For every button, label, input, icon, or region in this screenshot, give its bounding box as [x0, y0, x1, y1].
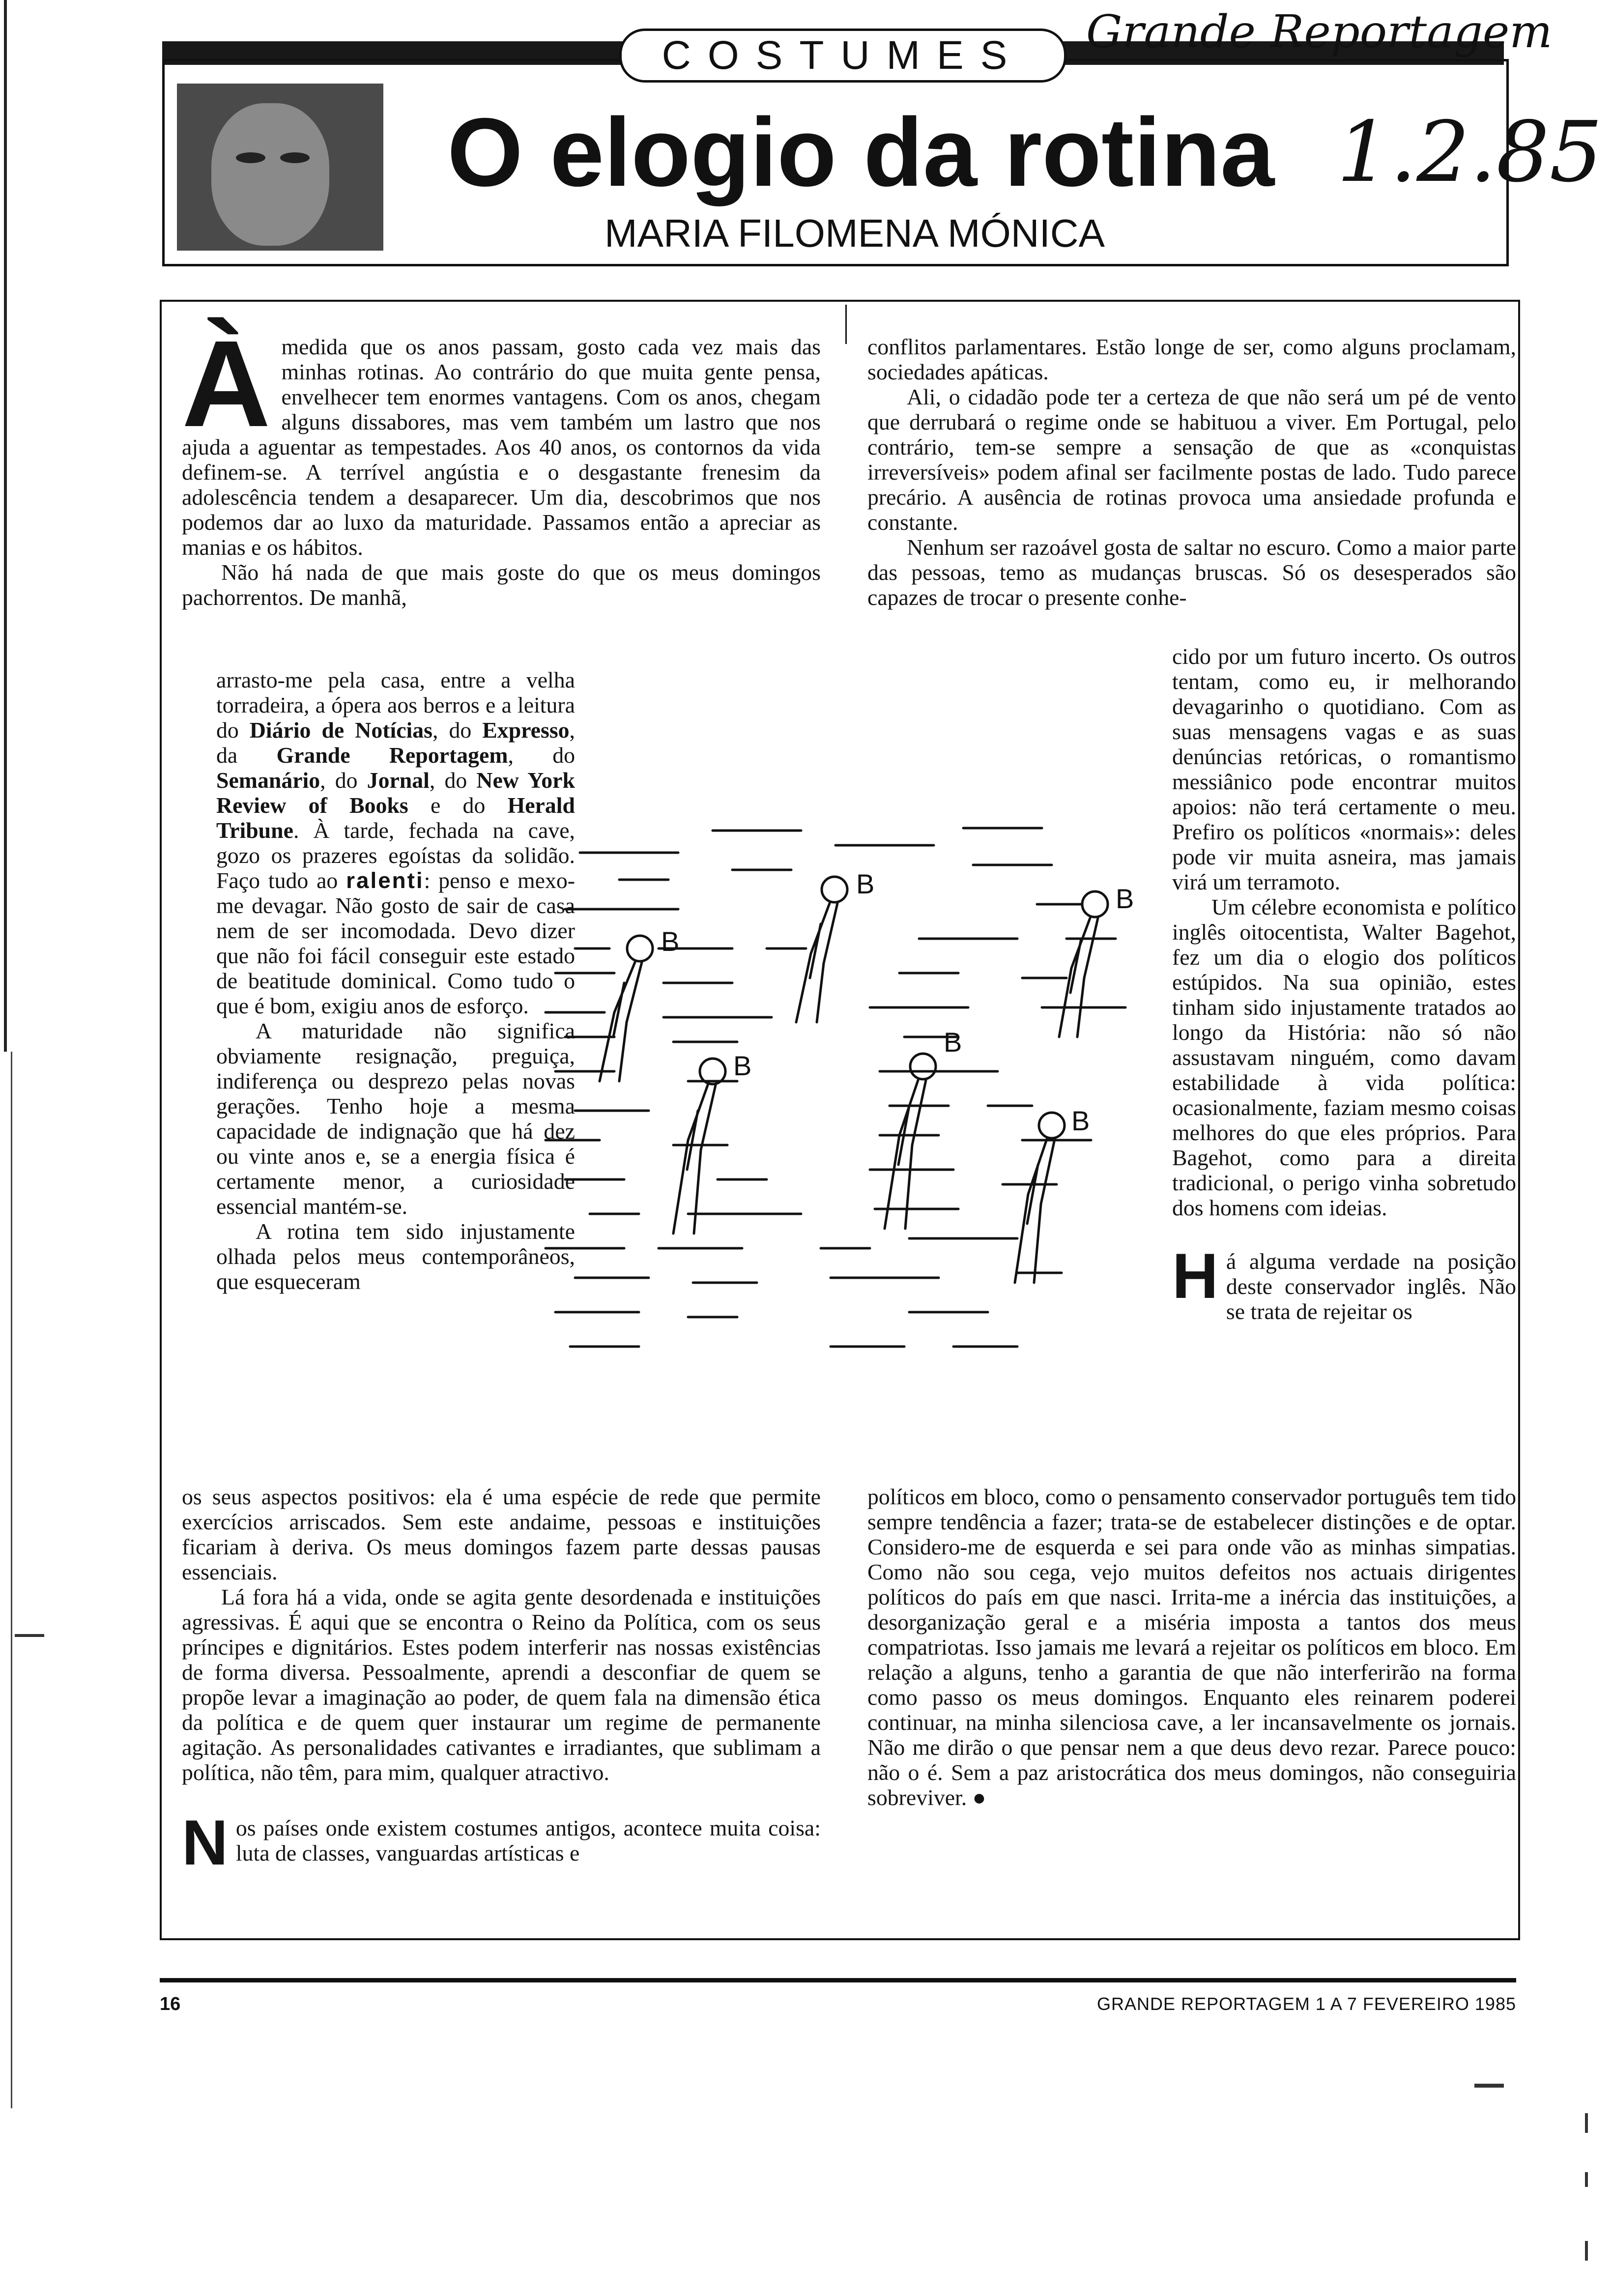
text-fragment: , do: [432, 718, 483, 743]
left-column-intro: [182, 315, 821, 610]
paragraph-6: os países onde existem costumes antigos, acontece muita coisa: luta de classes, vanguardas artísticas e: [235, 1815, 821, 1866]
section-label: COSTUMES: [619, 29, 1066, 83]
paragraph-1: medida que os anos passam, gosto cada vez mais das minhas rotinas. Ao contrário do que muita gente pensa, envelhecer tem enormes vantagens. Com os anos, chegam alguns dissabores, mas vem também um lastro que nos ajuda a aguentar as tempestades. Aos 40 anos, os contornos da vida definem-se. A terrível angústia e o desgastante frenesim da adolescência tendem a desaparecer. Um dia, descobrimos que nos podemos dar ao luxo da maturidade. Passamos então a apreciar as manias e os hábitos.: [182, 334, 821, 560]
scan-mark: [1585, 2241, 1588, 2261]
handwritten-note: Grande Reportagem: [1086, 5, 1553, 58]
right-column-narrow: [1172, 644, 1516, 1324]
publication-name: Semanário: [216, 768, 320, 793]
publication-name: Grande Reportagem: [276, 743, 508, 768]
scan-mark: [1585, 2172, 1588, 2187]
paragraph-4-cont: os seus aspectos positivos: ela é uma espécie de rede que permite exercícios arriscados. Sem este andaime, pessoas e instituições ficariam à deriva. Os meus domingos fazem parte dessas pausas essenciais.: [182, 1484, 821, 1584]
speech-letter: B: [944, 1027, 962, 1058]
author-eye: [280, 152, 310, 163]
article-title: O elogio da rotina: [447, 98, 1275, 206]
author-face: [211, 103, 329, 246]
author-byline: MARIA FILOMENA MÓNICA: [604, 211, 1105, 255]
walking-figures-illustration: [526, 806, 1204, 1371]
publication-name: Herald Tribune: [216, 793, 575, 843]
left-binding-rule: [4, 0, 7, 1052]
dropcap-a: À: [182, 315, 271, 452]
paragraph-3: A maturidade não significa obviamente resignação, preguiça, indiferença ou desprezo pelas novas gerações. Tenho hoje a mesma capacidade de indignação que há dez ou vinte anos e, se a energia física é certamente menor, a curiosidade essencial mantém-se.: [216, 1018, 575, 1219]
paragraph-2-start: Não há nada de que mais goste do que os meus domingos pachorrentos. De manhã,: [182, 560, 821, 610]
ralenti-term: ralenti: [346, 868, 424, 893]
handwritten-date: 1.2.85: [1337, 104, 1603, 201]
speech-letter: B: [856, 868, 875, 899]
dash-lines: [546, 828, 1125, 1347]
paragraph-8: Ali, o cidadão pode ter a certeza de que não será um pé de vento que derrubará o regime onde se habituou a viver. Em Portugal, pelo contrário, tem-se sempre a sensação de que as «conquistas irreversíveis» podem afinal ser facilmente postas de lado. Tudo parece precário. A ausência de rotinas provoca uma ansiedade profunda e constante.: [867, 384, 1516, 535]
text-fragment: , do: [320, 768, 367, 793]
paragraph-9-cont: cido por um futuro incerto. Os outros tentam, como eu, ir melhorando devagarinho o quotidiano. Com as suas mensagens vagas e as suas denúncias retóricas, o romantismo messiânico pode encontrar muitos apoios: não terá certamente o meu. Prefiro os políticos «normais»: deles pode vir muita asneira, mas jamais virá um terramoto.: [1172, 644, 1516, 894]
text-fragment: e do: [408, 793, 508, 818]
footer-credit: GRANDE REPORTAGEM 1 A 7 FEVEREIRO 1985: [1097, 1994, 1516, 2014]
speech-letters: [661, 868, 1134, 1136]
text-fragment: , do: [429, 768, 477, 793]
publication-name: New York Review of Books: [216, 768, 575, 818]
scan-mark: [1585, 2113, 1588, 2133]
text-fragment: , da: [216, 718, 575, 768]
speech-letter: B: [733, 1050, 752, 1081]
paragraph-11-start: á alguma verdade na posição deste conservador inglês. Não se trata de rejeitar os: [1226, 1249, 1516, 1324]
text-fragment: : penso e mexo-me devagar. Não gosto de sair de casa nem de ser incomodada. Devo dizer que não foi fácil conseguir este estado de beatitude dominical. Como tudo o que é bom, exigiu anos de esforço.: [216, 868, 575, 1018]
left-column-lower: [182, 1484, 821, 1878]
author-photo: [177, 84, 383, 251]
scan-mark: [15, 1634, 44, 1637]
text-fragment: . À tarde, fechada na cave, gozo os prazeres egoístas da solidão. Faço tudo ao: [216, 818, 575, 893]
end-mark: ●: [972, 1785, 986, 1810]
paragraph-11-cont: políticos em bloco, como o pensamento conservador português tem tido sempre tendência a fazer; trata-se de estabelecer distinções e de optar. Considero-me de esquerda e sei para onde vão as minhas simpatias. Como não sou cega, vejo muitos defeitos nos actuais dirigentes políticos do país em que nasci. Irrita-me a inércia das instituições, a desorganização geral e a miséria imposta a tantos dos meus compatriotas. Isso jamais me levará a rejeitar os políticos em bloco. Em relação a alguns, tenho a garantia de que não interferirão na forma como passo os meus domingos. Enquanto eles reinarem poderei continuar, na minha silenciosa cave, a ler incansavelmente os jornais. Não me dirão o que pensar nem a que deus devo rezar. Parece pouco: não o é. Sem a paz aristocrática dos meus domingos, não conseguiria sobreviver.: [867, 1484, 1516, 1810]
paragraph-4-start: A rotina tem sido injustamente olhada pelos meus contemporâneos, que esqueceram: [216, 1219, 575, 1294]
dropcap-h: H: [1172, 1240, 1218, 1312]
speech-letter: B: [1116, 883, 1134, 914]
text-fragment: , do: [508, 743, 575, 768]
paragraph-2-cont: arrasto-me pela casa, entre a velha torradeira, a ópera aos berros e a leitura do: [216, 667, 575, 743]
paragraph-9-start: Nenhum ser razoável gosta de saltar no escuro. Como a maior parte das pessoas, temo as mudanças bruscas. Só os desesperados são capazes de trocar o presente conhe-: [867, 535, 1516, 610]
paragraph-7: conflitos parlamentares. Estão longe de ser, como alguns proclamam, sociedades apáticas.: [867, 334, 1516, 384]
right-column-lower: [867, 1484, 1516, 1810]
column-divider: [845, 305, 847, 344]
footer-rule: [160, 1978, 1516, 1982]
left-column-narrow: [216, 667, 575, 1294]
page-number: 16: [160, 1994, 181, 2014]
paragraph-5: Lá fora há a vida, onde se agita gente desordenada e instituições agressivas. É aqui que se encontra o Reino da Política, com os seus príncipes e dignitários. Estes podem interferir nas nossas existências de forma diversa. Pessoalmente, aprendi a desconfiar de quem se propõe levar a imaginação ao poder, de quem fala na dimensão ética da política e de quem quer instaurar um regime de permanente agitação. As personalidades cativantes e irradiantes, que sublimam a política, não têm, para mim, qualquer atractivo.: [182, 1584, 821, 1785]
scan-mark: [1474, 2084, 1504, 2088]
left-binding-rule-lower: [11, 1052, 12, 2108]
paragraph-10: Um célebre economista e político inglês oitocentista, Walter Bagehot, fez um dia o elogio dos políticos estúpidos. Na sua opinião, estes tinham sido injustamente tratados ao longo da História: não só não assustavam ninguém, como davam estabilidade à vida política: ocasionalmente, faziam mesmo coisas melhores do que eles próprios. Para Bagehot, como para a direita tradicional, o perigo vinha sobretudo dos homens com ideias.: [1172, 894, 1516, 1220]
publication-name: Diário de Notícias: [249, 718, 432, 743]
right-column-top: [867, 334, 1516, 610]
publication-name: Expresso: [482, 718, 570, 743]
speech-letter: B: [1071, 1105, 1090, 1136]
dropcap-n: N: [182, 1807, 228, 1878]
speech-letter: B: [661, 926, 680, 957]
author-eye: [236, 152, 265, 163]
publication-name: Jornal: [367, 768, 430, 793]
